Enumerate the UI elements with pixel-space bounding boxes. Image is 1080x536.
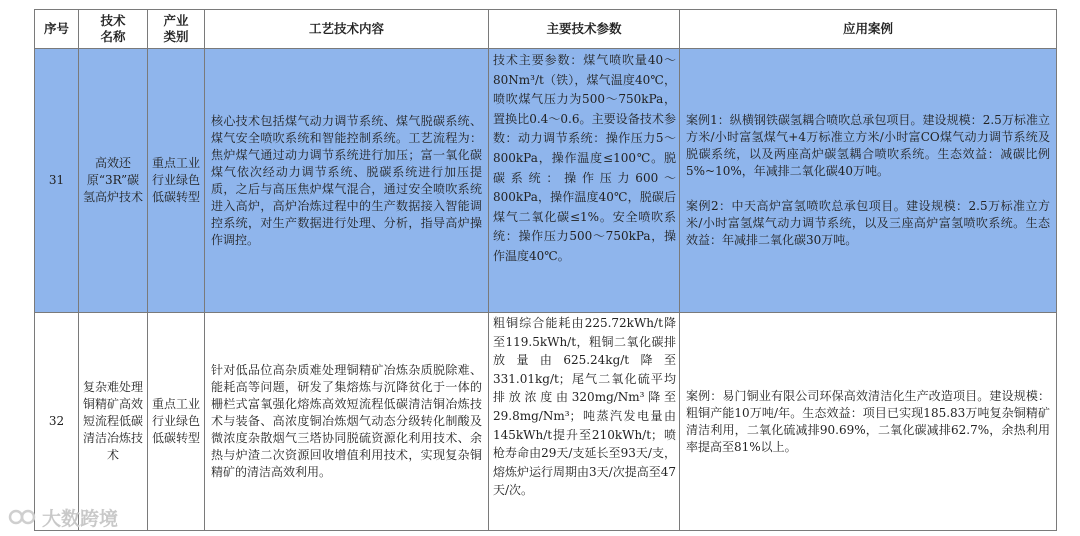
row-number: 31: [35, 49, 79, 313]
header-no: 序号: [35, 10, 79, 49]
application-cases: [680, 313, 1057, 531]
row-number: 32: [35, 313, 79, 531]
header-params: 主要技术参数: [489, 10, 680, 49]
process-content: 针对低品位高杂质难处理铜精矿冶炼杂质脱除难、能耗高等问题，研发了集熔炼与沉降贫化于一体的栅栏式富氧强化熔炼高效短流程低碳清洁铜冶炼技术与装备、高浓度铜冶炼烟气动态分级转化制酸及微浓度杂散烟气三塔协同脱硫资源化利用技术、余热与炉渣二次资源回收增值利用技术，实现复杂铜精矿的清洁高效利用。: [205, 313, 489, 531]
case-item: 案例2：中天高炉富氢喷吹总承包项目。建设规模：2.5万标准立方米/小时富氢煤气动力调节系统，以及三座高炉富氢喷吹系统。生态效益：年减排二氧化碳30万吨。: [686, 199, 1050, 247]
process-content: 核心技术包括煤气动力调节系统、煤气脱碳系统、煤气安全喷吹系统和智能控制系统。工艺流程为：焦炉煤气通过动力调节系统进行加压；富一氧化碳煤气依次经动力调节系统、脱碳系统进行加压提质，之后与高压焦炉煤气混合，通过安全喷吹系统进入高炉，高炉冶炼过程中的生产数据接入智能调控系统，对生产数据进行处理、分析，指导高炉操作调控。: [205, 49, 489, 313]
watermark-logo-icon: [8, 506, 38, 528]
header-category: 产业 类别: [148, 10, 205, 49]
industry-category: 重点工业行业绿色低碳转型: [148, 313, 205, 531]
tech-params: 技术主要参数：煤气喷吹量40～80Nm³/t（铁），煤气温度40℃，喷吹煤气压力为500～750kPa，置换比0.4～0.6。主要设备技术参数：动力调节系统：操作压力5～800kPa，操作温度≤100℃。脱碳系统：操作压力600～800kPa，操作温度40℃，脱碳后煤气二氧化碳≤1%。安全喷吹系统：操作压力500～750kPa，操作温度40℃。: [489, 49, 680, 313]
application-cases: [680, 49, 1057, 313]
tech-name: 高效还原“3R”碳氢高炉技术: [79, 49, 148, 313]
case-item: 案例1：纵横钢铁碳氢耦合喷吹总承包项目。建设规模：2.5万标准立方米/小时富氢煤气+4万标准立方米/小时富CO煤气动力调节系统及脱碳系统，以及两座高炉碳氢耦合喷吹系统。生态效益：减碳比例5%~10%，年减排二氧化碳40万吨。: [686, 113, 1050, 178]
header-row: [35, 10, 1057, 49]
case-item: 案例：易门铜业有限公司环保高效清洁化生产改造项目。建设规模：粗铜产能10万吨/年。生态效益：项目已实现185.83万吨复杂铜精矿清洁利用，二氧化硫减排90.69%，二氧化碳减排62.7%，余热利用率提高至81%以上。: [686, 388, 1050, 454]
watermark-text: 大数跨境: [42, 507, 119, 530]
tech-table: [34, 9, 1057, 531]
header-cases: 应用案例: [680, 10, 1057, 49]
header-name: 技术 名称: [79, 10, 148, 49]
table-row: [35, 49, 1057, 313]
industry-category: 重点工业行业绿色低碳转型: [148, 49, 205, 313]
header-content: 工艺技术内容: [205, 10, 489, 49]
table-row: [35, 313, 1057, 531]
watermark: [8, 502, 148, 532]
tech-params: 粗铜综合能耗由225.72kWh/t降至119.5kWh/t，粗铜二氧化碳排放量由625.24kg/t降至331.01kg/t；尾气二氧化硫平均排放浓度由320mg/Nm³降至29.8mg/Nm³；吨蒸汽发电量由145kWh/t提升至210kWh/t；喷枪寿命由29天/支延长至93天/支，熔炼炉运行周期由3天/次提高至47天/次。: [489, 313, 680, 531]
tech-name: 复杂难处理铜精矿高效短流程低碳清洁冶炼技术: [79, 313, 148, 531]
